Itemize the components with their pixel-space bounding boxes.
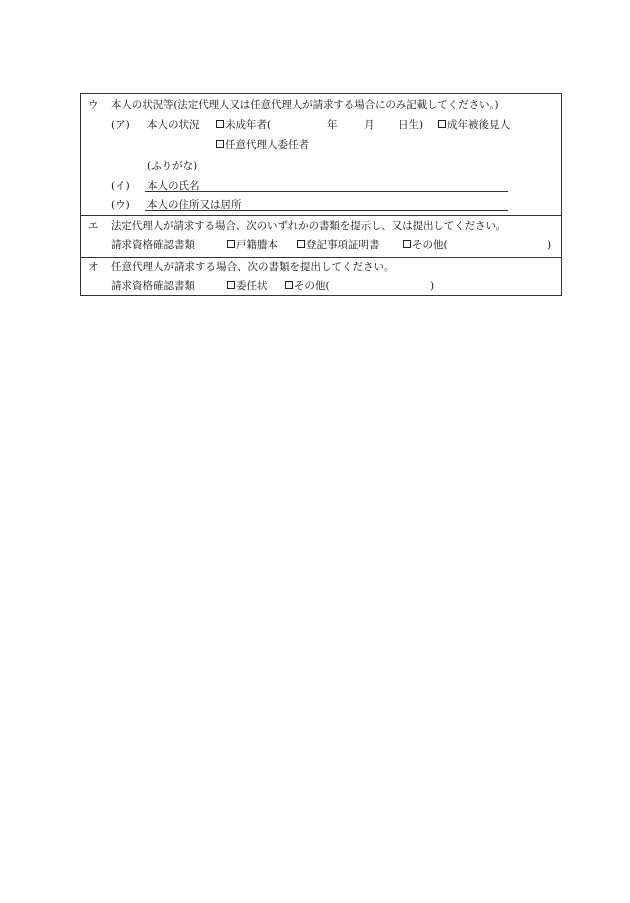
family-register-option[interactable] [227, 239, 278, 251]
address-input-line[interactable] [145, 210, 508, 211]
agent-principal-label: 任意代理人委任者 [225, 139, 309, 151]
name-input-line[interactable] [145, 191, 508, 192]
item-u-marker: (ウ) [111, 199, 130, 211]
furigana-label: (ふりがな) [147, 160, 198, 172]
family-register-label: 戸籍謄本 [236, 239, 278, 251]
registry-certificate-label: 登記事項証明書 [306, 239, 380, 251]
status-label: 本人の状況 [147, 119, 200, 131]
power-of-attorney-option[interactable] [227, 280, 268, 292]
section-o-other-option[interactable] [285, 280, 330, 292]
section-u-title: 本人の状況等(法定代理人又は任意代理人が請求する場合にのみ記載してください。) [111, 99, 499, 111]
section-o-other-checkbox[interactable] [285, 281, 293, 289]
section-e-title: 法定代理人が請求する場合、次のいずれかの書類を提示し、又は提出してください。 [111, 220, 507, 232]
section-e-marker: エ [88, 220, 99, 232]
family-register-checkbox[interactable] [227, 240, 235, 248]
power-of-attorney-checkbox[interactable] [227, 281, 235, 289]
address-label: 本人の住所又は居所 [147, 199, 242, 211]
ward-checkbox[interactable] [438, 120, 446, 128]
section-e-other-option[interactable] [403, 239, 448, 251]
section-e-other-close: ) [547, 239, 552, 251]
birth-day-unit: 日生) [398, 119, 424, 131]
section-o-title: 任意代理人が請求する場合、次の書類を提出してください。 [111, 261, 395, 273]
representative-info-form [80, 93, 562, 296]
item-i-marker: (イ) [111, 180, 130, 192]
ward-label: 成年被後見人 [447, 119, 510, 131]
minor-label: 未成年者( [225, 119, 272, 131]
minor-option[interactable] [216, 119, 271, 131]
section-u-marker: ウ [88, 99, 99, 111]
agent-principal-option[interactable] [216, 139, 309, 151]
section-e-other-label: その他( [412, 239, 448, 251]
item-a-marker: (ア) [111, 119, 130, 131]
minor-checkbox[interactable] [216, 120, 224, 128]
section-o-other-label: その他( [294, 280, 330, 292]
section-e-other-checkbox[interactable] [403, 240, 411, 248]
section-divider [81, 215, 561, 216]
ward-option[interactable] [438, 119, 510, 131]
section-o-other-close: ) [430, 280, 435, 292]
agent-principal-checkbox[interactable] [216, 140, 224, 148]
name-label: 本人の氏名 [147, 180, 200, 192]
section-o-marker: オ [88, 261, 99, 273]
birth-month-unit: 月 [364, 119, 375, 131]
registry-certificate-option[interactable] [297, 239, 380, 251]
section-divider [81, 257, 561, 258]
section-o-docs-label: 請求資格確認書類 [111, 280, 195, 292]
section-e-docs-label: 請求資格確認書類 [111, 239, 195, 251]
power-of-attorney-label: 委任状 [236, 280, 268, 292]
registry-certificate-checkbox[interactable] [297, 240, 305, 248]
birth-year-unit: 年 [327, 119, 338, 131]
